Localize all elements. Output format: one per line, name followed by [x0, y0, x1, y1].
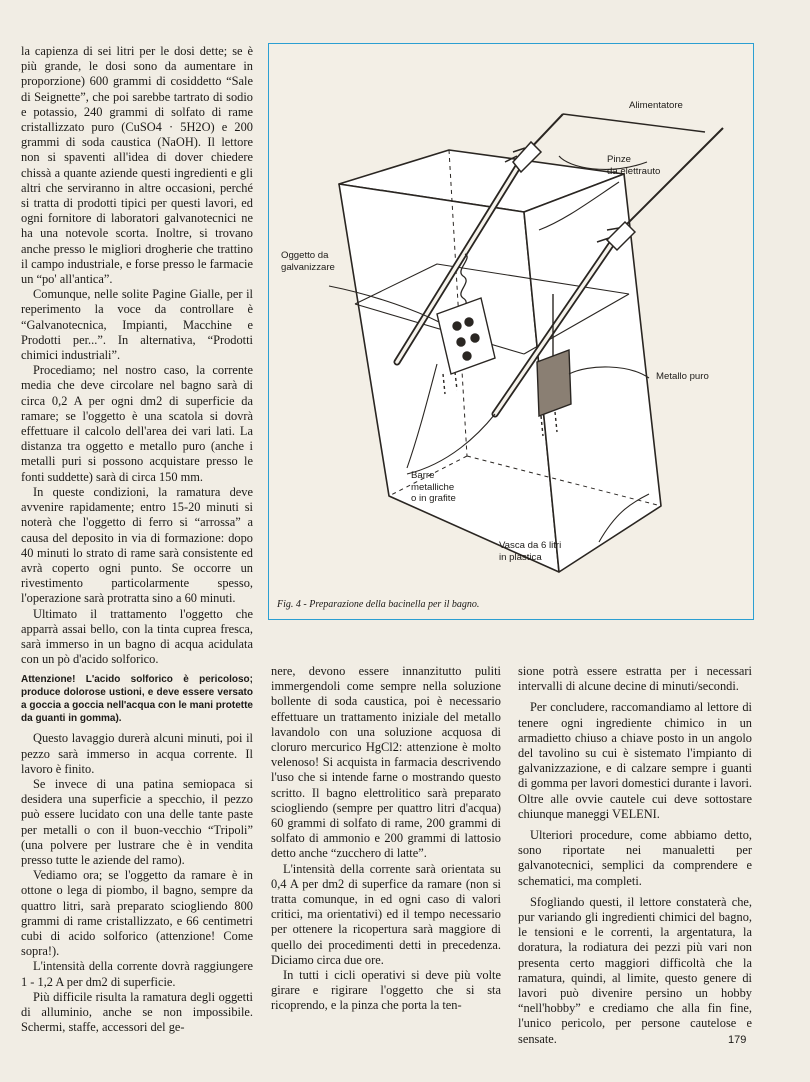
- paragraph: Procediamo; nel nostro caso, la corrente media che deve circolare nel bagno sarà di circa 0,2 A per ogni dm2 di superficie da ramare; se l'oggetto è una scatola si dovrà effettuare il calcolo dell'area dei vari lati. La distanza tra oggetto e metallo puro (anche i metalli puri si possono acquistare presso le fonti suddette) sarà di circa 150 mm.: [21, 363, 253, 484]
- paragraph: Comunque, nelle solite Pagine Gialle, per il reperimento la voce da controllare è “Galvanotecnica, Impianti, Macchine e Prodotti per...”. In alternativa, “Prodotti chimici industriali”.: [21, 287, 253, 363]
- paragraph: Ultimato il trattamento l'oggetto che apparrà assai bello, con la tinta cuprea fresca, sarà immerso in un bagno di acqua acidulata con un pò d'acido solforico.: [21, 606, 253, 667]
- tank-illustration: [269, 44, 755, 621]
- paragraph: In queste condizioni, la ramatura deve avvenire rapidamente; entro 15-20 minuti si noterà che l'oggetto di ferro si “arrossa” a causa del deposito in via di formazione: dopo 40 minuti lo strato di rame sarà consistente ed avrà coperto ogni punto. Se occorre un rivestimento particolarmente spesso, l'operazione sarà protratta sino a 60 minuti.: [21, 484, 253, 606]
- label-alimentatore: Alimentatore: [629, 100, 683, 111]
- paragraph: nere, devono essere innanzitutto puliti immergendoli come sempre nella soluzione bollente di soda caustica, poi è necessario effettuare un trattamento iniziale del metallo lavandolo con una soluzione acquosa di cloruro mercurico HgCl2: attenzione è molto velenoso! Si acquista in farmacia descrivendo l'uso che si intende farne o mostrando questo scritto. Il bagno elettrolitico sarà preparato sciogliendo (sempre per quattro litri d'acqua) 60 grammi di solfato di rame, 200 grammi di solfato di ammonio e 200 grammi di lattosio detto anche “zucchero di latte”.: [271, 664, 501, 861]
- label-oggetto: Oggetto da galvanizzare: [281, 250, 335, 273]
- paragraph: Vediamo ora; se l'oggetto da ramare è in ottone o lega di piombo, il bagno, sempre da quattro litri, sarà preparato sciogliendo 800 grammi di rame cristallizzato, e 66 centimetri cubi di acido solforico (attenzione! Come sopra!).: [21, 868, 253, 959]
- label-vasca: Vasca da 6 litri in plastica: [499, 540, 562, 563]
- label-pinze: Pinze da elettrauto: [607, 154, 661, 177]
- paragraph: L'intensità della corrente sarà orientata su 0,4 A per dm2 di superfice da ramare (non si tratta comunque, in ed ogni caso di valori critici, ma orientativi) ed il tempo necessario per ottenere la ricopertura sarà maggiore di quello dei procedimenti detti in precedenza. Diciamo circa due ore.: [271, 861, 501, 967]
- page-number: 179: [728, 1034, 747, 1046]
- figure-4: [268, 43, 754, 620]
- paragraph: Per concludere, raccomandiamo al lettore di tenere ogni ingrediente chimico in un armadietto chiuso a chiave posto in un angolo del tavolino su cui è sistemato l'impianto di galvanizzazione, e di calzare sempre i guanti di gomma per lavori domestici durante i lavori. Oltre alle ovvie cautele cui deve sottostare chiunque maneggi VELENI.: [518, 700, 752, 821]
- figure-caption: Fig. 4 - Preparazione della bacinella per il bagno.: [277, 599, 480, 610]
- paragraph: L'intensità della corrente dovrà raggiungere 1 - 1,2 A per dm2 di superficie.: [21, 959, 253, 989]
- paragraph: Sfogliando questi, il lettore constaterà che, pur variando gli ingredienti chimici del bagno, le tensioni e le correnti, la argentatura, la doratura, la rodiatura dei pezzi più vari non presenta certo maggiori difficoltà che la ramatura, quindi, al limite, questo genere di lavori può divenire persino un hobby “nell'hobby” e crediamo che alla fin fine, l'unico pericolo, per persone cautelose e sensate.: [518, 894, 752, 1046]
- paragraph: Attenzione! L'acido solforico è pericoloso; produce dolorose ustioni, e deve essere versato a goccia a goccia nell'acqua con le mani protette da guanti in gomma).: [21, 674, 253, 725]
- paragraph: Questo lavaggio durerà alcuni minuti, poi il pezzo sarà immerso in acqua corrente. Il lavoro è finito.: [21, 731, 253, 776]
- tank-front-side: [339, 184, 562, 572]
- label-metallo-puro: Metallo puro: [656, 371, 709, 382]
- paragraph: Più difficile risulta la ramatura degli oggetti di alluminio, anche se non impossibile. Schermi, staffe, accessori del ge-: [21, 989, 253, 1035]
- paragraph: Ulteriori procedure, come abbiamo detto, sono riportate nei manualetti per galvanotecnici, semplici da comprendere e schematici, ma completi.: [518, 828, 752, 888]
- paragraph: Se invece di una patina semiopaca si desidera una superficie a specchio, il pezzo può essere lucidato con una delle tante paste per metalli o con il buon-vecchio “Tripoli” (una polvere per lustrare che è in vendita presso tutte le aziende del ramo).: [21, 776, 253, 867]
- text-column-3: [518, 664, 752, 1047]
- text-column-2: [271, 664, 501, 1014]
- paragraph: In tutti i cicli operativi si deve più volte girare e rigirare l'oggetto che si sta ricoprendo, e la pinza che porta la ten-: [271, 968, 501, 1013]
- label-barre: Barre metalliche o in grafite: [411, 470, 456, 504]
- text-column-1: [21, 44, 253, 1035]
- paragraph: la capienza di sei litri per le dosi dette; se è più grande, le dosi sono da aumentare in proporzione) 600 grammi di cosiddetto “Sale di Seignette”, che poi sarebbe tartrato di sodio e potassio, 240 grammi di solfato di rame cristallizzato puro (CuSO4 · 5H2O) e 200 grammi di soda caustica (NaOH). Il lettore non si spaventi all'idea di dover chiedere chissà a quante aziende questi ingredienti e gli altri che serviranno in altre occasioni, perché si tratta di prodotti tipici per questi lavori, ed ogni fornitore di laboratori galvanotecnici ne ha una notevole scorta. Inoltre, si trovano anche presso le migliori drogherie che trattino il campo industriale, e forse presso le farmacie un “po' all'antica”.: [21, 44, 253, 287]
- paragraph: sione potrà essere estratta per i necessari intervalli di alcune decine di minuti/secondi.: [518, 664, 752, 694]
